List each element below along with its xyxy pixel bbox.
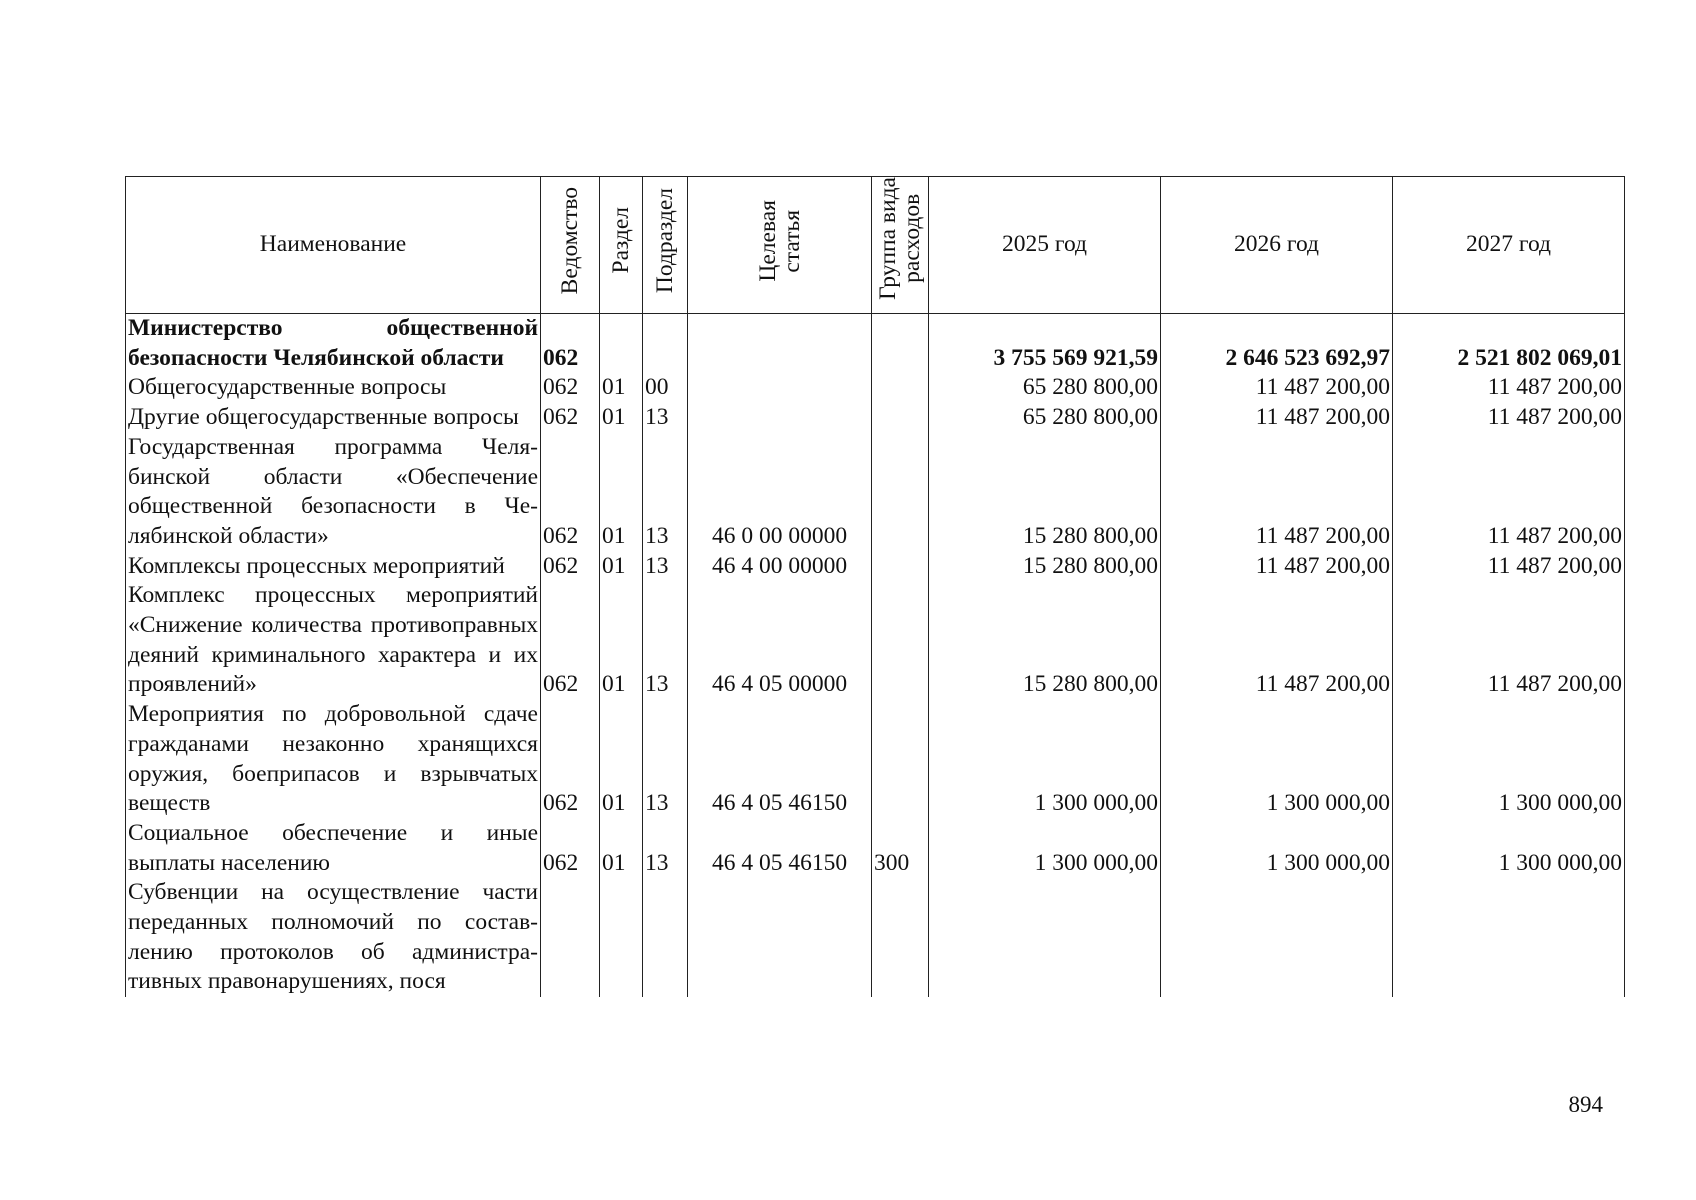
row-2025: 3 755 569 921,59 [929,314,1161,374]
row-vedomstvo [541,878,600,997]
row-podrazdel: 13 [643,403,688,433]
row-celevaya: 46 4 05 00000 [688,581,872,700]
row-gruppa [872,552,929,582]
header-vedomstvo-label: Ведомство [557,186,583,295]
row-2026: 11 487 200,00 [1161,403,1393,433]
row-name: Министерство общественной безопасности Челябинской области [126,314,541,374]
row-razdel: 01 [600,403,643,433]
row-celevaya [688,373,872,403]
row-podrazdel: 13 [643,700,688,819]
table-row [126,878,1625,997]
row-podrazdel [643,314,688,374]
table-row [126,403,1625,433]
row-2026: 11 487 200,00 [1161,373,1393,403]
row-vedomstvo: 062 [541,819,600,878]
row-celevaya [688,403,872,433]
row-2026: 11 487 200,00 [1161,581,1393,700]
row-celevaya: 46 4 05 46150 [688,819,872,878]
row-2027: 2 521 802 069,01 [1393,314,1625,374]
row-2027: 11 487 200,00 [1393,552,1625,582]
header-celevaya-statya [688,177,872,314]
row-vedomstvo: 062 [541,403,600,433]
row-2027: 11 487 200,00 [1393,373,1625,403]
row-podrazdel: 13 [643,819,688,878]
row-razdel: 01 [600,373,643,403]
page-number: 894 [1568,1092,1603,1117]
header-2027: 2027 год [1393,177,1625,314]
row-2027: 1 300 000,00 [1393,700,1625,819]
row-2025: 15 280 800,00 [929,552,1161,582]
row-vedomstvo: 062 [541,552,600,582]
table-body [126,314,1625,998]
row-2027: 11 487 200,00 [1393,403,1625,433]
row-2027: 1 300 000,00 [1393,819,1625,878]
table-row [126,433,1625,552]
row-gruppa [872,581,929,700]
row-podrazdel: 13 [643,433,688,552]
row-razdel [600,314,643,374]
table-header-row [126,177,1625,314]
row-celevaya: 46 4 05 46150 [688,700,872,819]
row-2025: 15 280 800,00 [929,581,1161,700]
row-name: Субвенции на осуществление части переданных полномочий по составлению протоколов об административных правонарушениях, пося [126,878,541,997]
row-name: Комплексы процессных мероприятий [126,552,541,582]
row-2025: 1 300 000,00 [929,819,1161,878]
table-row [126,819,1625,878]
row-podrazdel: 13 [643,581,688,700]
row-name: Мероприятия по добровольной сдаче гражданами незаконно хранящихся оружия, боеприпасов и взрывчатых веществ [126,700,541,819]
row-gruppa [872,373,929,403]
row-podrazdel [643,878,688,997]
table-row [126,314,1625,374]
table-row [126,700,1625,819]
row-razdel: 01 [600,552,643,582]
row-2026: 11 487 200,00 [1161,552,1393,582]
table-row [126,373,1625,403]
budget-table [125,176,1625,997]
row-razdel: 01 [600,433,643,552]
header-vedomstvo [541,177,600,314]
header-podrazdel-label: Подраздел [652,188,678,294]
row-gruppa [872,433,929,552]
row-razdel: 01 [600,819,643,878]
row-celevaya [688,314,872,374]
row-celevaya: 46 4 00 00000 [688,552,872,582]
row-2027 [1393,878,1625,997]
row-vedomstvo: 062 [541,314,600,374]
row-vedomstvo: 062 [541,700,600,819]
row-2026 [1161,878,1393,997]
row-gruppa [872,878,929,997]
row-2026: 1 300 000,00 [1161,700,1393,819]
row-name: Другие общегосударственные вопросы [126,403,541,433]
row-vedomstvo: 062 [541,433,600,552]
row-2026: 1 300 000,00 [1161,819,1393,878]
row-gruppa [872,403,929,433]
row-razdel: 01 [600,581,643,700]
row-razdel [600,878,643,997]
header-podrazdel [643,177,688,314]
row-name: Государственная программа Челябинской области «Обеспечение общественной безопасности в Челябинской области» [126,433,541,552]
row-vedomstvo: 062 [541,581,600,700]
row-gruppa [872,314,929,374]
header-gruppa-vida-rashodov [872,177,929,314]
row-razdel: 01 [600,700,643,819]
row-celevaya: 46 0 00 00000 [688,433,872,552]
header-razdel [600,177,643,314]
row-name: Общегосударственные вопросы [126,373,541,403]
row-2026: 11 487 200,00 [1161,433,1393,552]
row-podrazdel: 00 [643,373,688,403]
row-name: Социальное обеспечение и иные выплаты населению [126,819,541,878]
row-name: Комплекс процессных мероприятий «Снижение количества противоправных деяний криминального характера и их проявлений» [126,581,541,700]
header-celevaya-statya-label: Целевая статья [754,199,805,282]
row-vedomstvo: 062 [541,373,600,403]
row-gruppa [872,700,929,819]
row-2025: 15 280 800,00 [929,433,1161,552]
row-2025: 65 280 800,00 [929,373,1161,403]
row-2025: 65 280 800,00 [929,403,1161,433]
row-2026: 2 646 523 692,97 [1161,314,1393,374]
row-celevaya [688,878,872,997]
header-gruppa-label: Группа вида расходов [875,177,925,300]
table-row [126,552,1625,582]
row-podrazdel: 13 [643,552,688,582]
row-2027: 11 487 200,00 [1393,433,1625,552]
header-2026: 2026 год [1161,177,1393,314]
header-name: Наименование [126,177,541,314]
header-razdel-label: Раздел [608,207,634,274]
table-row [126,581,1625,700]
row-2025: 1 300 000,00 [929,700,1161,819]
row-2027: 11 487 200,00 [1393,581,1625,700]
row-gruppa: 300 [872,819,929,878]
row-2025 [929,878,1161,997]
header-2025: 2025 год [929,177,1161,314]
